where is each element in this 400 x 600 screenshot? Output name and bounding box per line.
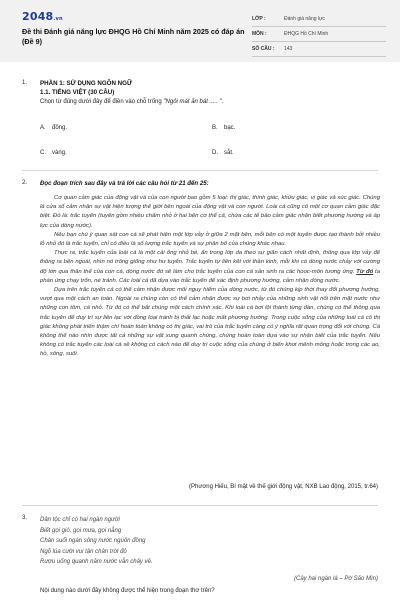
part-title: PHẦN 1: SỬ DỤNG NGÔN NGỮ xyxy=(40,80,133,87)
option-text: bạc. xyxy=(224,125,236,131)
passage-paragraph xyxy=(40,249,380,286)
page-header xyxy=(0,0,400,62)
poem-line: Biết gọi gió, gọi mưa, gọi nắng xyxy=(40,527,122,534)
poem-line: Ngõ lúa cười vui tận chân trời đỏ xyxy=(40,548,127,555)
meta-value: Đánh giá năng lực xyxy=(284,16,325,22)
question-divider xyxy=(22,170,378,171)
meta-row-subject xyxy=(252,27,386,42)
poem-excerpt xyxy=(40,515,153,568)
question-prompt xyxy=(40,99,223,105)
passage-paragraph: Cơ quan cảm giác của động vật và của con người bao gồm 5 loại: thị giác, thính giác, khứu giác, vị giác và xúc giác. Chúng là cửa sổ cảm nhận sự vật hiện tượng thế giới bên ngoài của động vật và con người. Loài cá cũng có một cơ quan cảm giác đặc biệt. Đó là: trắc tuyến (tuyến gồm nhiều chấm nhỏ ở hai bên cơ thể cá, chứa các tế bào cảm giác nhận biết phương hướng và áp lực của dòng nước). xyxy=(40,195,380,229)
logo-main: 2048 xyxy=(22,10,54,23)
reading-passage xyxy=(40,194,380,360)
option-b[interactable] xyxy=(212,125,235,131)
question-prompt: Nội dung nào dưới đây không được thể hiện trong đoạn thơ trên? xyxy=(40,588,215,594)
poem-source: (Cây hai ngàn lá – Pờ Sảo Mìn) xyxy=(293,576,378,582)
option-c[interactable] xyxy=(40,150,67,156)
passage-citation: (Phương Hiếu, Bí mật về thế giới động vật, NXB Lao động, 2015, tr.64) xyxy=(189,484,378,490)
section-title: 1.1. TIẾNG VIỆT (30 CÂU) xyxy=(40,89,115,96)
question-divider xyxy=(22,505,378,506)
prompt-text: Chọn từ đúng dưới đây để điền vào chỗ trống xyxy=(40,99,164,105)
poem-line: Dân tộc chỉ có hai ngàn người xyxy=(40,517,120,523)
option-d[interactable] xyxy=(212,150,234,156)
option-text: sắt. xyxy=(224,150,234,156)
prompt-quote: "Ngôi mát ăn bát ..... ". xyxy=(163,99,224,105)
meta-key: LỚP : xyxy=(252,16,266,22)
question-number: 1. xyxy=(22,80,28,86)
meta-row-class xyxy=(252,12,386,27)
option-label: B. xyxy=(212,125,218,131)
exam-meta-table xyxy=(252,12,386,57)
poem-line: Chân suối ngàn sông nước nguồn đồng xyxy=(40,538,146,545)
passage-text: Thực ra, trắc tuyến của loài cá là một cái ống nhỏ bé, ẩn trong lớp da theo sự giãn cách nhất định, thông qua lớp vảy để thông ra bên ngoài, nhìn nó trông giống như hư tuyến. Trắc tuyến tự liên kết với thần kinh, mỗi khi có dòng nước chảy với cường độ lớn qua thân thể của con cá, dòng nước đó sẽ làm cho trắc tuyến của con cá sản sinh ra các hooc-môn tương ứng. xyxy=(40,250,380,275)
passage-paragraph: Dựa trên trắc tuyến cá có thể cảm nhận được mối nguy hiểm của dòng nước, từ đó chúng kịp thời thay đổi phương hướng, vượt qua một cách an toàn. Ngoài ra chúng còn có thể cảm nhận được sự bơi nhảy của những sinh vật nổi trên mặt nước như những con tôm, cá nhỏ. Từ đó có thể bắt chúng một cách chính xác. Khi loài cá bơi lội thành từng đàn, chúng có thể thông qua trắc tuyến để duy trì sự liên lạc với đồng loại tránh bị thất lạc hoặc mất phương hướng. Trong cuộc sống của những loài cá có thị giác không phát triển thậm chí hoàn toàn không có thị giác, vai trò của trắc tuyến càng có ý nghĩa rất quan trọng đối với chúng. Cá không thể nào nhìn được tất cả những sự vật xung quanh chúng, chúng hoàn toàn dựa vào sự nhận biết của trắc tuyến. Nếu không có trắc tuyến các loài cá sẽ không có cách nào để duy trì cuộc sống của chúng ở biển khơi mênh mông hoặc trong các ao, hồ, sông, suối. xyxy=(40,287,380,358)
meta-row-count xyxy=(252,42,386,57)
exam-title: Đề thi Đánh giá năng lực ĐHQG Hồ Chí Minh năm 2025 có đáp án (Đề 9) xyxy=(22,27,245,46)
underlined-phrase: Từ đó xyxy=(356,268,374,275)
option-text: vàng. xyxy=(52,150,67,156)
question-number: 3. xyxy=(22,515,28,521)
meta-value: ĐHQG Hồ Chí Minh xyxy=(284,31,329,37)
option-label: D. xyxy=(212,150,218,156)
option-label: C. xyxy=(40,150,46,156)
option-text: đồng. xyxy=(52,125,68,131)
option-a[interactable] xyxy=(40,125,67,131)
passage-paragraph: Nếu bạn chú ý quan sát con cá sẽ phát hiện một lớp vảy ở giữa 2 mặt bên, mỗi bên có một tuyến được tạo thành bởi nhiều lỗ nhỏ đó là trắc tuyến, chỉ có điều là số lượng trắc tuyến và sự phân bổ của chúng khác nhau. xyxy=(40,231,380,248)
option-label: A. xyxy=(40,125,46,131)
meta-key: SỐ CÂU : xyxy=(252,46,275,52)
passage-text: ta phán ứng chạy trốn, né tránh. Các loài cá đã dựa vào trắc tuyến để xác định phương hướng, cảm nhận dòng nước. xyxy=(40,268,380,284)
meta-key: MÔN : xyxy=(252,31,267,37)
meta-value: 143 xyxy=(284,46,293,52)
question-instruction: Đọc đoạn trích sau đây và trả lời các câu hỏi từ 21 đến 25: xyxy=(40,180,209,187)
question-number: 2. xyxy=(22,180,28,186)
logo-suffix: .vn xyxy=(53,16,63,22)
poem-line: Rượu uống quanh năm nước vẫn chảy về. xyxy=(40,559,153,566)
site-logo[interactable] xyxy=(22,10,63,23)
